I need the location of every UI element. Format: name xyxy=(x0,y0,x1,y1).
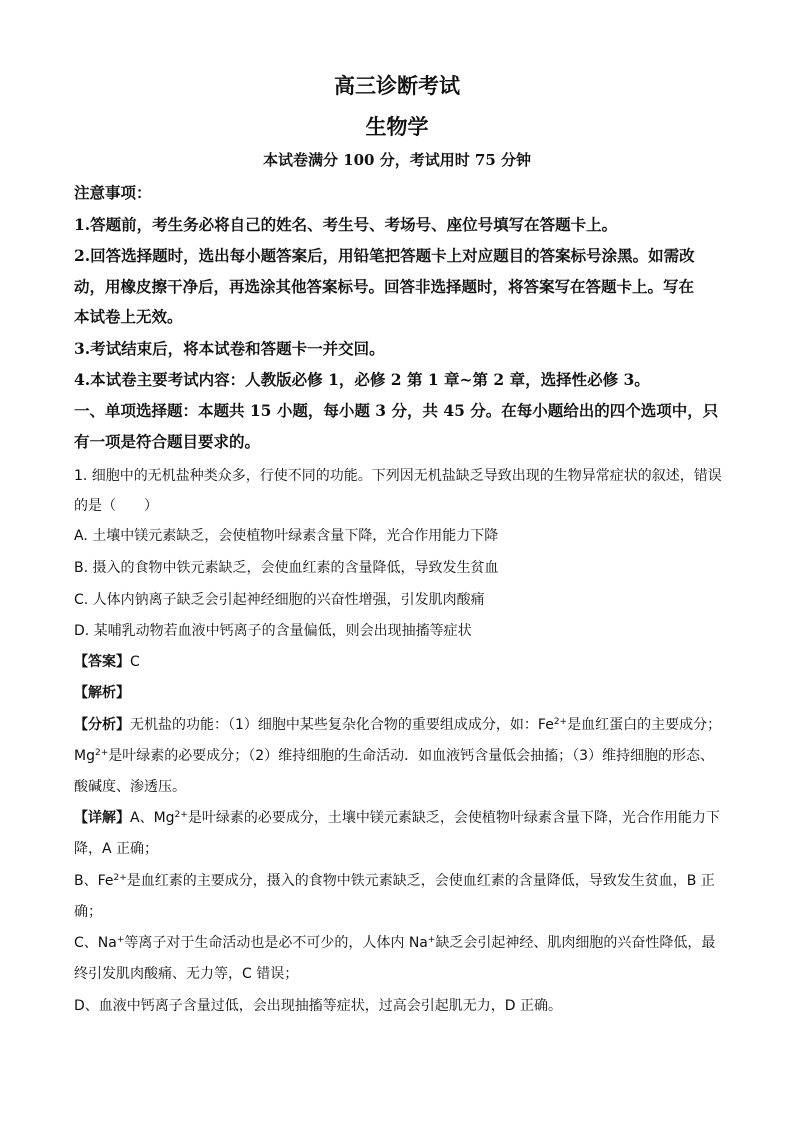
section-heading-line-2: 有一项是符合题目要求的。 xyxy=(74,432,261,451)
fenxi-l1-sup: 2+ xyxy=(553,717,568,727)
question-1-stem-line-2: 的是（ ） xyxy=(74,498,158,514)
notice-item-2-line-2: 动，用橡皮擦干净后，再选涂其他答案标号。回答非选择题时，将答案写在答题卡上。写在 xyxy=(74,277,695,296)
exam-title: 高三诊断考试 xyxy=(334,73,460,98)
xiangjie-line-b-1 xyxy=(74,871,734,891)
analysis-label xyxy=(74,683,734,703)
fenxi-line-1 xyxy=(74,715,734,735)
fenxi-l2-sup: 2+ xyxy=(94,748,109,758)
xiangjie-a-sup: 2+ xyxy=(174,810,188,820)
notice-item-4: 4.本试卷主要考试内容：人教版必修 1，必修 2 第 1 章~第 2 章，选择性必修 3。 xyxy=(74,370,650,389)
fenxi-l1-b: 是血红蛋白的主要成分； xyxy=(567,717,722,733)
xiangjie-c-sup-2: + xyxy=(427,935,436,945)
option-c: C. 人体内钠离子缺乏会引起神经细胞的兴奋性增强，引发肌肉酸痛 xyxy=(74,592,485,608)
xiangjie-line-c-2: 终引发肌肉酸痛、无力等，C 错误； xyxy=(74,966,299,982)
exam-info: 本试卷满分 100 分，考试用时 75 分钟 xyxy=(262,151,532,169)
xiangjie-c-a: C、Na xyxy=(74,935,117,951)
subject-title: 生物学 xyxy=(365,114,429,139)
xiangjie-label: 【详解】 xyxy=(74,810,130,826)
notice-item-3: 3.考试结束后，将本试卷和答题卡一并交回。 xyxy=(74,339,385,358)
notice-heading: 注意事项： xyxy=(74,183,152,202)
answer-line xyxy=(74,652,734,672)
question-1-stem-line-1: 1. 细胞中的无机盐种类众多，行使不同的功能。下列因无机盐缺乏导致出现的生物异常症状的叙述，错误 xyxy=(74,468,722,484)
option-b: B. 摄入的食物中铁元素缺乏，会使血红素的含量降低，导致发生贫血 xyxy=(74,560,499,576)
xiangjie-line-b-2: 确； xyxy=(74,904,102,920)
answer-label: 【答案】 xyxy=(74,654,130,670)
notice-item-1: 1.答题前，考生务必将自己的姓名、考生号、考场号、座位号填写在答题卡上。 xyxy=(74,215,618,234)
xiangjie-c-c: 缺乏会引起神经、肌肉细胞的兴奋性降低，最 xyxy=(435,935,716,951)
xiangjie-b-a: B、Fe xyxy=(74,873,114,889)
xiangjie-b-sup: 2+ xyxy=(113,873,127,883)
option-d: D. 某哺乳动物若血液中钙离子的含量偏低，则会出现抽搐等症状 xyxy=(74,623,472,639)
notice-item-2-line-1: 2.回答选择题时，选出每小题答案后，用铅笔把答题卡上对应题目的答案标号涂黑。如需改 xyxy=(74,246,695,265)
xiangjie-c-sup: + xyxy=(116,935,125,945)
xiangjie-line-d-1: D、血液中钙离子含量过低，会出现抽搐等症状，过高会引起肌无力，D 正确。 xyxy=(74,998,563,1014)
analysis-tag: 【解析】 xyxy=(74,685,130,701)
fenxi-line-2 xyxy=(74,746,734,766)
fenxi-l2-a: Mg xyxy=(74,748,95,764)
fenxi-label: 【分析】 xyxy=(74,717,130,733)
xiangjie-line-a-1 xyxy=(74,808,734,828)
xiangjie-line-c-1 xyxy=(74,933,734,953)
notice-item-2-line-3: 本试卷上无效。 xyxy=(74,307,183,326)
answer-value: C xyxy=(130,654,140,670)
fenxi-l2-b: 是叶绿素的必要成分；（2）维持细胞的生命活动．如血液钙含量低会抽搐；（3）维持细胞的形态、 xyxy=(108,748,715,764)
xiangjie-a-b: 是叶绿素的必要成分，土壤中镁元素缺乏，会使植物叶绿素含量下降，光合作用能力下 xyxy=(187,810,720,826)
xiangjie-b-b: 是血红素的主要成分，摄入的食物中铁元素缺乏，会使血红素的含量降低，导致发生贫血，B 正 xyxy=(126,873,715,889)
xiangjie-c-b: 等离子对于生命活动也是必不可少的，人体内 Na xyxy=(124,935,428,951)
xiangjie-line-a-2: 降，A 正确； xyxy=(74,841,159,857)
fenxi-line-3: 酸碱度、渗透压。 xyxy=(74,779,186,795)
xiangjie-a-a: A、Mg xyxy=(130,810,175,826)
option-a: A. 土壤中镁元素缺乏，会使植物叶绿素含量下降，光合作用能力下降 xyxy=(74,528,499,544)
fenxi-l1-a: 无机盐的功能：（1）细胞中某些复杂化合物的重要组成成分，如：Fe xyxy=(130,717,554,733)
section-heading-line-1: 一、单项选择题：本题共 15 小题，每小题 3 分，共 45 分。在每小题给出的四个选项中，只 xyxy=(74,401,719,420)
